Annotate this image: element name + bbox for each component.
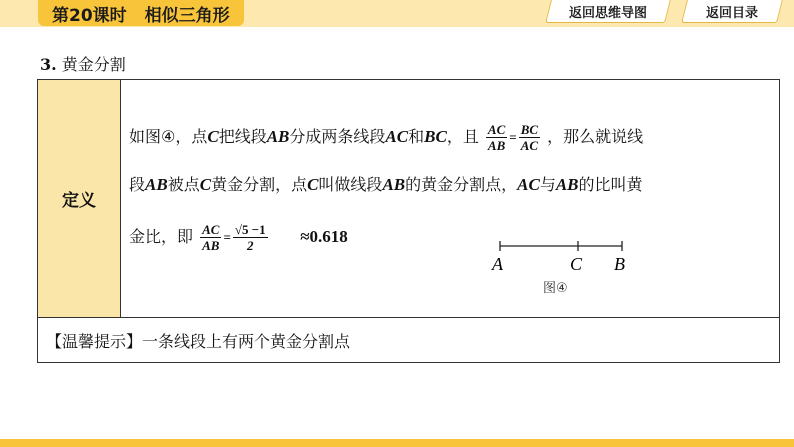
fraction-numerator: AC [487,122,506,137]
text: 的黄金分割点， [405,175,518,194]
fraction-numerator: AC [202,222,220,237]
text: 如图④，点 [129,127,208,146]
section-number: 3. [40,55,57,74]
segment-ab: AB [266,127,290,146]
text: 被点 [167,175,200,194]
segment-ab: AB [382,175,406,194]
tip-cell [38,318,779,362]
back-to-toc-label: 返回目录 [706,5,759,21]
text: 段 [129,175,146,194]
section-name: 黄金分割 [61,55,126,74]
fraction-denominator: AB [202,238,220,253]
bottom-bar [0,439,794,447]
segment-ab: AB [555,175,579,194]
segment-bc: BC [424,127,447,146]
fraction-ac-ab [200,222,221,253]
fraction-golden-ratio [233,222,268,253]
text: 与 [539,175,556,194]
fraction-denominator: 2 [247,238,254,253]
definition-label-cell [38,80,121,318]
text: 分成两条线段 [289,127,386,146]
point-c: C [307,175,319,194]
text: 的比叫黄 [578,175,643,194]
lesson-title: 相似三角形 [144,5,230,26]
approx-value: ≈0.618 [300,227,348,246]
definition-label: 定义 [62,191,96,211]
definition-line-1 [129,122,643,153]
fraction-denominator: AC [520,138,539,153]
definition-line-2 [129,172,643,195]
text: 金比，即 [129,227,194,246]
equals-sign: = [223,229,231,245]
back-to-toc-button[interactable] [681,0,783,23]
lesson-number: 第20课时 [52,5,127,26]
lesson-title-tab [38,0,244,26]
fraction-numerator: √5 −1 [234,222,266,237]
text: 把线段 [218,127,267,146]
text: 黄金分割，点 [211,175,308,194]
fraction-denominator: AB [487,138,506,153]
definition-table [37,79,780,363]
text: ，且 [446,127,479,146]
text: ，那么就说线 [547,127,644,146]
fraction-bc-ac [519,122,540,153]
point-c: C [199,175,212,194]
label-c: C [570,254,583,274]
tip-text: 【温馨提示】一条线段上有两个黄金分割点 [46,331,351,351]
definition-line-3 [129,222,348,253]
section-title [40,52,126,75]
segment-ac: AC [517,175,540,194]
definition-content-cell [121,80,779,318]
label-a: A [492,254,503,274]
equals-sign: = [509,129,517,145]
text: 和 [408,127,425,146]
point-c: C [207,127,219,146]
figure-caption: 图④ [543,281,568,296]
fraction-ac-ab [486,122,507,153]
fraction-numerator: BC [520,122,539,137]
back-to-mindmap-label: 返回思维导图 [569,5,648,21]
segment-ab: AB [145,175,168,194]
label-b: B [614,254,625,274]
segment-ac: AC [385,127,409,146]
back-to-mindmap-button[interactable] [545,0,671,23]
text: 叫做线段 [318,175,383,194]
